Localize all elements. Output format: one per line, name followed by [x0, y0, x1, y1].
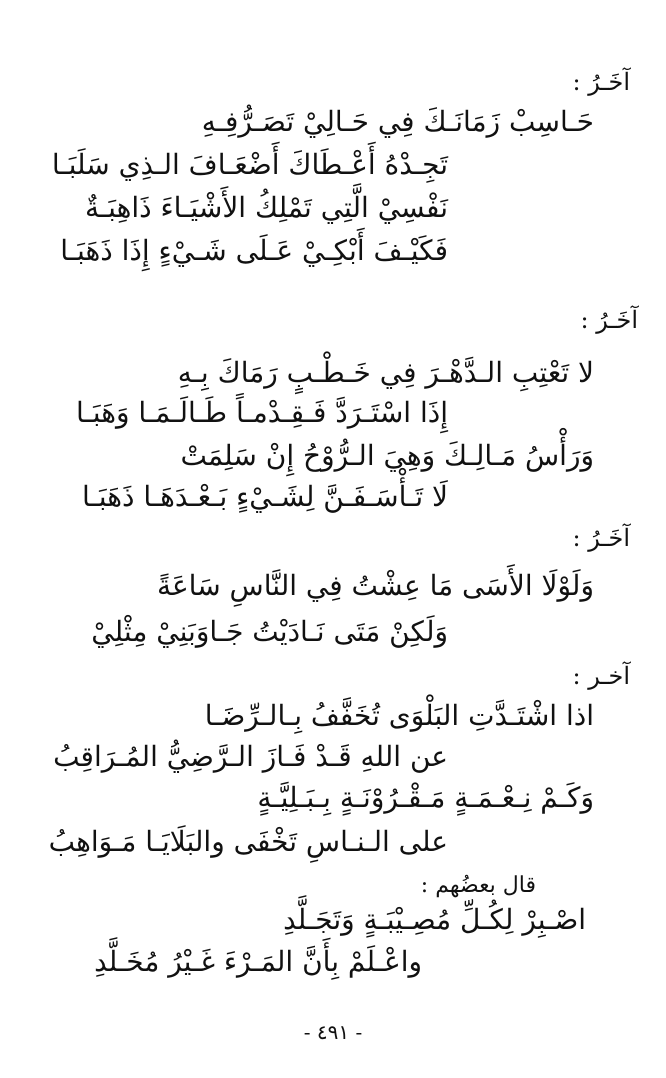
verse-line: وَكَـمْ نِـعْـمَـةٍ مَـقْـرُوْنَـةٍ بِـبَـلِيَّـةٍ	[257, 781, 594, 814]
section-heading: آخَـرُ :	[572, 524, 630, 552]
verse-line: إِذَا اسْتَـرَدَّ فَـقِـدْمـاً طَـالَـمَـا وَهَبَـا	[76, 396, 448, 429]
verse-line: لا تَعْتِبِ الـدَّهْـرَ فِي خَـطْـبٍ رَمَاكَ بِـهِ	[177, 356, 594, 389]
verse-line: لَا تَـأْسَـفَـنَّ لِشَـيْءٍ بَـعْـدَهَـا ذَهَبَـا	[82, 480, 448, 513]
section-heading: آخَـرُ :	[580, 306, 638, 334]
verse-line: عن اللهِ قَـدْ فَـازَ الـرَّضِيُّ المُـرَاقِبُ	[53, 740, 448, 773]
section-heading: قال بعضُهم :	[420, 873, 536, 898]
verse-line: وَرَأْسُ مَـالِـكَ وَهِيَ الـرُّوْحُ إِنْ سَلِمَتْ	[180, 439, 594, 472]
section-heading: آخـر :	[572, 662, 630, 690]
verse-line: نَفْسِيْ الَّتِي تَمْلِكُ الأَشْيَـاءَ ذَاهِبَـةٌ	[84, 191, 448, 224]
verse-line: فَكَيْـفَ أَبْكِـيْ عَـلَى شَـيْءٍ إِذَا ذَهَبَـا	[60, 234, 448, 267]
verse-line: حَـاسِبْ زَمَانَـكَ فِي حَـالِيْ تَصَـرُّفِـهِ	[201, 105, 594, 138]
verse-line: وَلَوْلَا الأَسَى مَا عِشْتُ فِي النَّاسِ سَاعَةً	[156, 569, 594, 602]
page-number: - ٤٩١ -	[303, 1020, 363, 1044]
verse-line: تَجِـدْهُ أَعْـطَاكَ أَضْعَـافَ الـذِي سَلَبَـا	[51, 148, 448, 181]
verse-line: وَلَكِنْ مَتَى نَـادَيْتُ جَـاوَبَنِيْ مِثْلِيْ	[91, 615, 448, 648]
verse-line: واعْـلَمْ بِأَنَّ المَـرْءَ غَـيْرُ مُخَـلَّدِ	[94, 945, 422, 978]
verse-line: اصْـبِرْ لِكُـلِّ مُصِـيْبَـةٍ وَتَجَـلَّدِ	[283, 903, 586, 936]
verse-line: اذا اشْتَـدَّتِ البَلْوَى تُخَفَّفُ بِـالـرِّضَـا	[204, 699, 594, 732]
section-heading: آخَـرُ :	[572, 68, 630, 96]
verse-line: على الـنـاسِ تَخْفَى والبَلَايَـا مَـوَاهِبُ	[48, 825, 448, 858]
